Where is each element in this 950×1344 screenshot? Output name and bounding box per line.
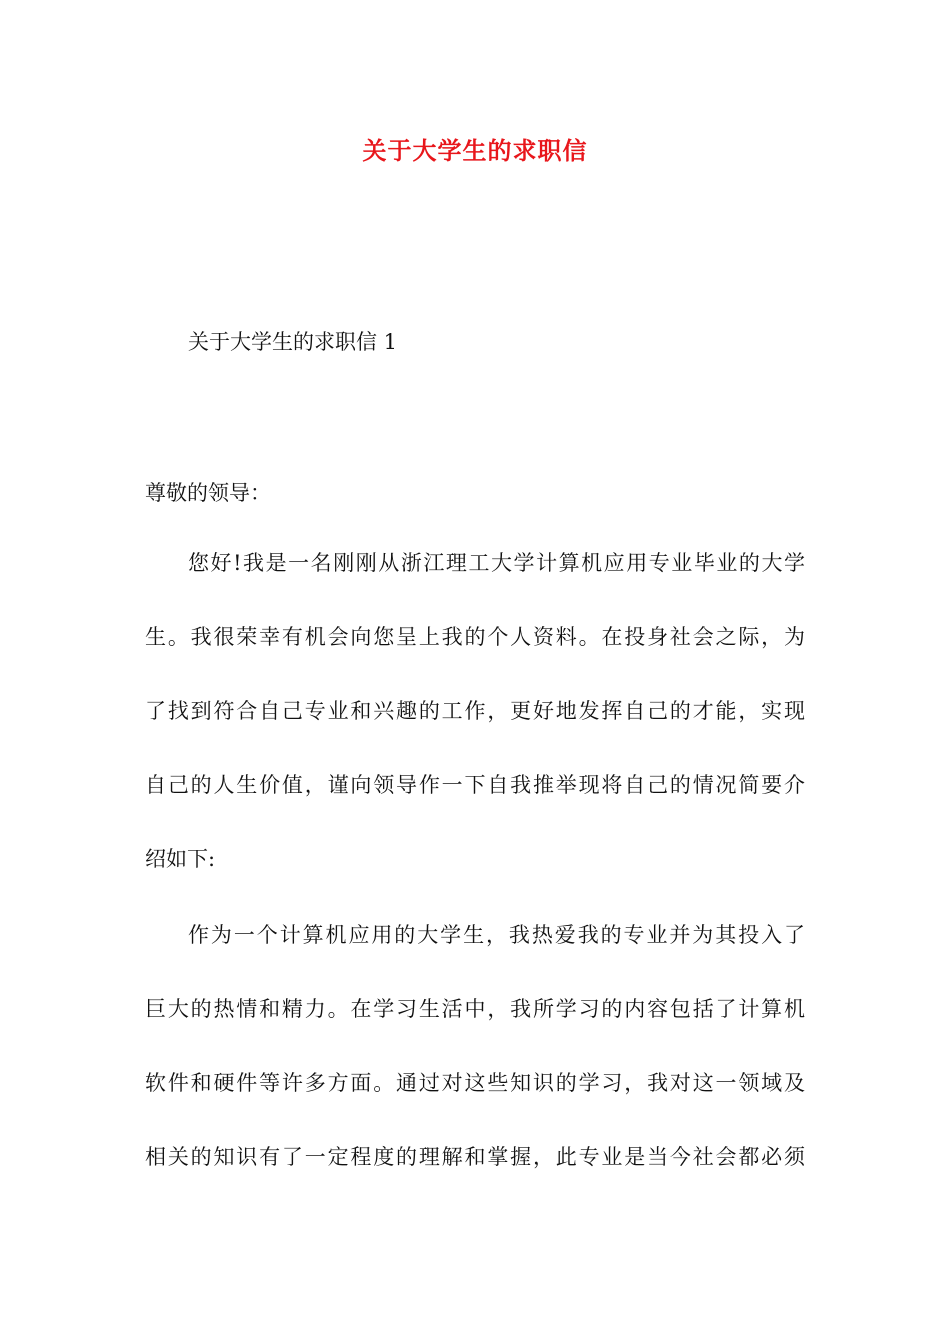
paragraph-line: 自己的人生价值，谨向领导作一下自我推举现将自己的情况简要介	[145, 773, 805, 797]
paragraph-1	[145, 548, 810, 918]
paragraph-line: 生。我很荣幸有机会向您呈上我的个人资料。在投身社会之际，为	[145, 625, 805, 649]
paragraph-line: 绍如下:	[145, 847, 216, 871]
paragraph-line: 巨大的热情和精力。在学习生活中，我所学习的内容包括了计算机	[145, 997, 805, 1021]
salutation: 尊敬的领导：	[145, 481, 271, 505]
paragraph-line: 您好!我是一名刚刚从浙江理工大学计算机应用专业毕业的大学	[188, 551, 805, 575]
paragraph-line: 相关的知识有了一定程度的理解和掌握，此专业是当今社会都必须	[145, 1145, 805, 1169]
letter-subtitle: 关于大学生的求职信 1	[188, 330, 398, 354]
paragraph-line: 作为一个计算机应用的大学生，我热爱我的专业并为其投入了	[188, 923, 805, 947]
paragraph-line: 了找到符合自己专业和兴趣的工作，更好地发挥自己的才能，实现	[145, 699, 805, 723]
paragraph-2	[145, 920, 810, 1216]
document-title: 关于大学生的求职信	[362, 136, 588, 165]
paragraph-line: 软件和硬件等许多方面。通过对这些知识的学习，我对这一领域及	[145, 1071, 805, 1095]
